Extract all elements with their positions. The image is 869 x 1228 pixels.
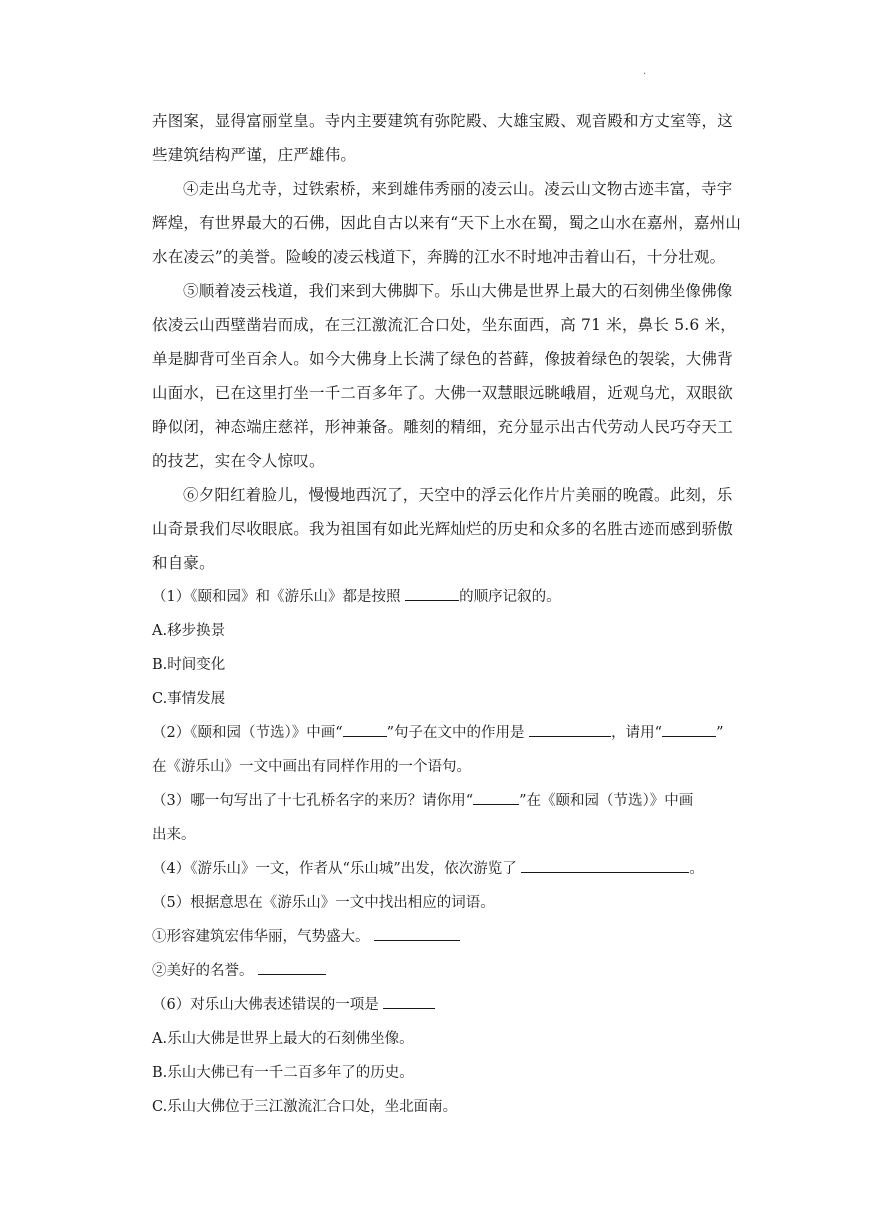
question-6-option-a[interactable]: A.乐山大佛是世界上最大的石刻佛坐像。 bbox=[152, 1031, 414, 1047]
answer-blank-5a[interactable] bbox=[374, 926, 460, 941]
question-5-item-2 bbox=[152, 954, 742, 988]
passage-paragraph-3-end: 卉图案，显得富丽堂皇。寺内主要建筑有弥陀殿、大雄宝殿、观音殿和方丈室等，这些建筑结构严谨，庄严雄伟。 bbox=[152, 112, 733, 164]
option-a[interactable]: A.移步换景 bbox=[152, 623, 226, 639]
question-1-text-end: 的顺序记叙的。 bbox=[459, 589, 561, 605]
page-marker-dot: . bbox=[643, 66, 647, 77]
answer-blank-6[interactable] bbox=[383, 994, 435, 1009]
question-5-item-1-text: ①形容建筑宏伟华丽，气势盛大。 bbox=[152, 929, 375, 945]
option-b[interactable]: B.时间变化 bbox=[152, 657, 226, 673]
question-4 bbox=[152, 852, 742, 886]
question-2 bbox=[152, 716, 742, 750]
question-6 bbox=[152, 988, 742, 1022]
passage-paragraph-5: ⑤顺着凌云栈道，我们来到大佛脚下。乐山大佛是世界上最大的石刻佛坐像佛像依凌云山西壁凿岩而成，在三江激流汇合口处，坐东面西，高 71 米，鼻长 5.6 米，单是脚背可坐百余人。如今大佛身上长满了绿色的苔藓，像披着绿色的袈裟，大佛背山面水，已在这里打坐一千二百多年了。大佛一双慧眼远眺峨眉，近观乌尤，双眼欲睁似闭，神态端庄慈祥，形神兼备。雕刻的精细，充分显示出古代劳动人民巧夺天工的技艺，实在令人惊叹。 bbox=[152, 282, 736, 470]
question-3-line-2: 出来。 bbox=[152, 827, 196, 843]
question-2-line-2: 在《游乐山》一文中画出有同样作用的一个语句。 bbox=[152, 759, 471, 775]
document-page bbox=[152, 104, 742, 1124]
question-4-end: 。 bbox=[689, 861, 704, 877]
answer-blank-5b[interactable] bbox=[258, 960, 326, 975]
option-c[interactable]: C.事情发展 bbox=[152, 691, 226, 707]
answer-blank-4[interactable] bbox=[521, 858, 689, 873]
answer-blank-2c[interactable] bbox=[662, 722, 716, 737]
question-3 bbox=[152, 784, 742, 818]
question-3-text-end: ”在《颐和园（节选）》中画 bbox=[519, 793, 694, 809]
question-5-item-2-text: ②美好的名誉。 bbox=[152, 963, 259, 979]
question-2-text: （2）《颐和园（节选）》中画“ bbox=[152, 725, 343, 741]
question-2-text-mid2: ，请用“ bbox=[611, 725, 663, 741]
answer-blank-1[interactable] bbox=[405, 586, 459, 601]
question-6-option-b[interactable]: B.乐山大佛已有一千二百多年了的历史。 bbox=[152, 1065, 414, 1081]
question-2-quote: ” bbox=[716, 725, 724, 741]
question-6-text: （6）对乐山大佛表述错误的一项是 bbox=[152, 997, 384, 1013]
question-1 bbox=[152, 580, 742, 614]
question-5: （5）根据意思在《游乐山》一文中找出相应的词语。 bbox=[152, 895, 495, 911]
answer-blank-2a[interactable] bbox=[343, 722, 387, 737]
question-5-item-1 bbox=[152, 920, 742, 954]
question-2-text-mid: ”句子在文中的作用是 bbox=[386, 725, 530, 741]
question-4-text: （4）《游乐山》一文，作者从“乐山城”出发，依次游览了 bbox=[152, 861, 522, 877]
passage-paragraph-4: ④走出乌尤寺，过铁索桥，来到雄伟秀丽的凌云山。凌云山文物古迹丰富，寺宇辉煌，有世界最大的石佛，因此自古以来有“天下上水在蜀，蜀之山水在嘉州，嘉州山水在凌云”的美誉。险峻的凌云栈道下，奔腾的江水不时地冲击着山石，十分壮观。 bbox=[152, 180, 742, 266]
passage-paragraph-6: ⑥夕阳红着脸儿，慢慢地西沉了，天空中的浮云化作片片美丽的晚霞。此刻，乐山奇景我们尽收眼底。我为祖国有如此光辉灿烂的历史和众多的名胜古迹而感到骄傲和自豪。 bbox=[152, 486, 733, 572]
question-1-text: （1）《颐和园》和《游乐山》都是按照 bbox=[152, 589, 406, 605]
question-3-text: （3）哪一句写出了十七孔桥名字的来历？请你用“ bbox=[152, 793, 474, 809]
question-6-option-c[interactable]: C.乐山大佛位于三江激流汇合口处，坐北面南。 bbox=[152, 1099, 458, 1115]
answer-blank-3[interactable] bbox=[473, 790, 519, 805]
answer-blank-2b[interactable] bbox=[529, 722, 611, 737]
